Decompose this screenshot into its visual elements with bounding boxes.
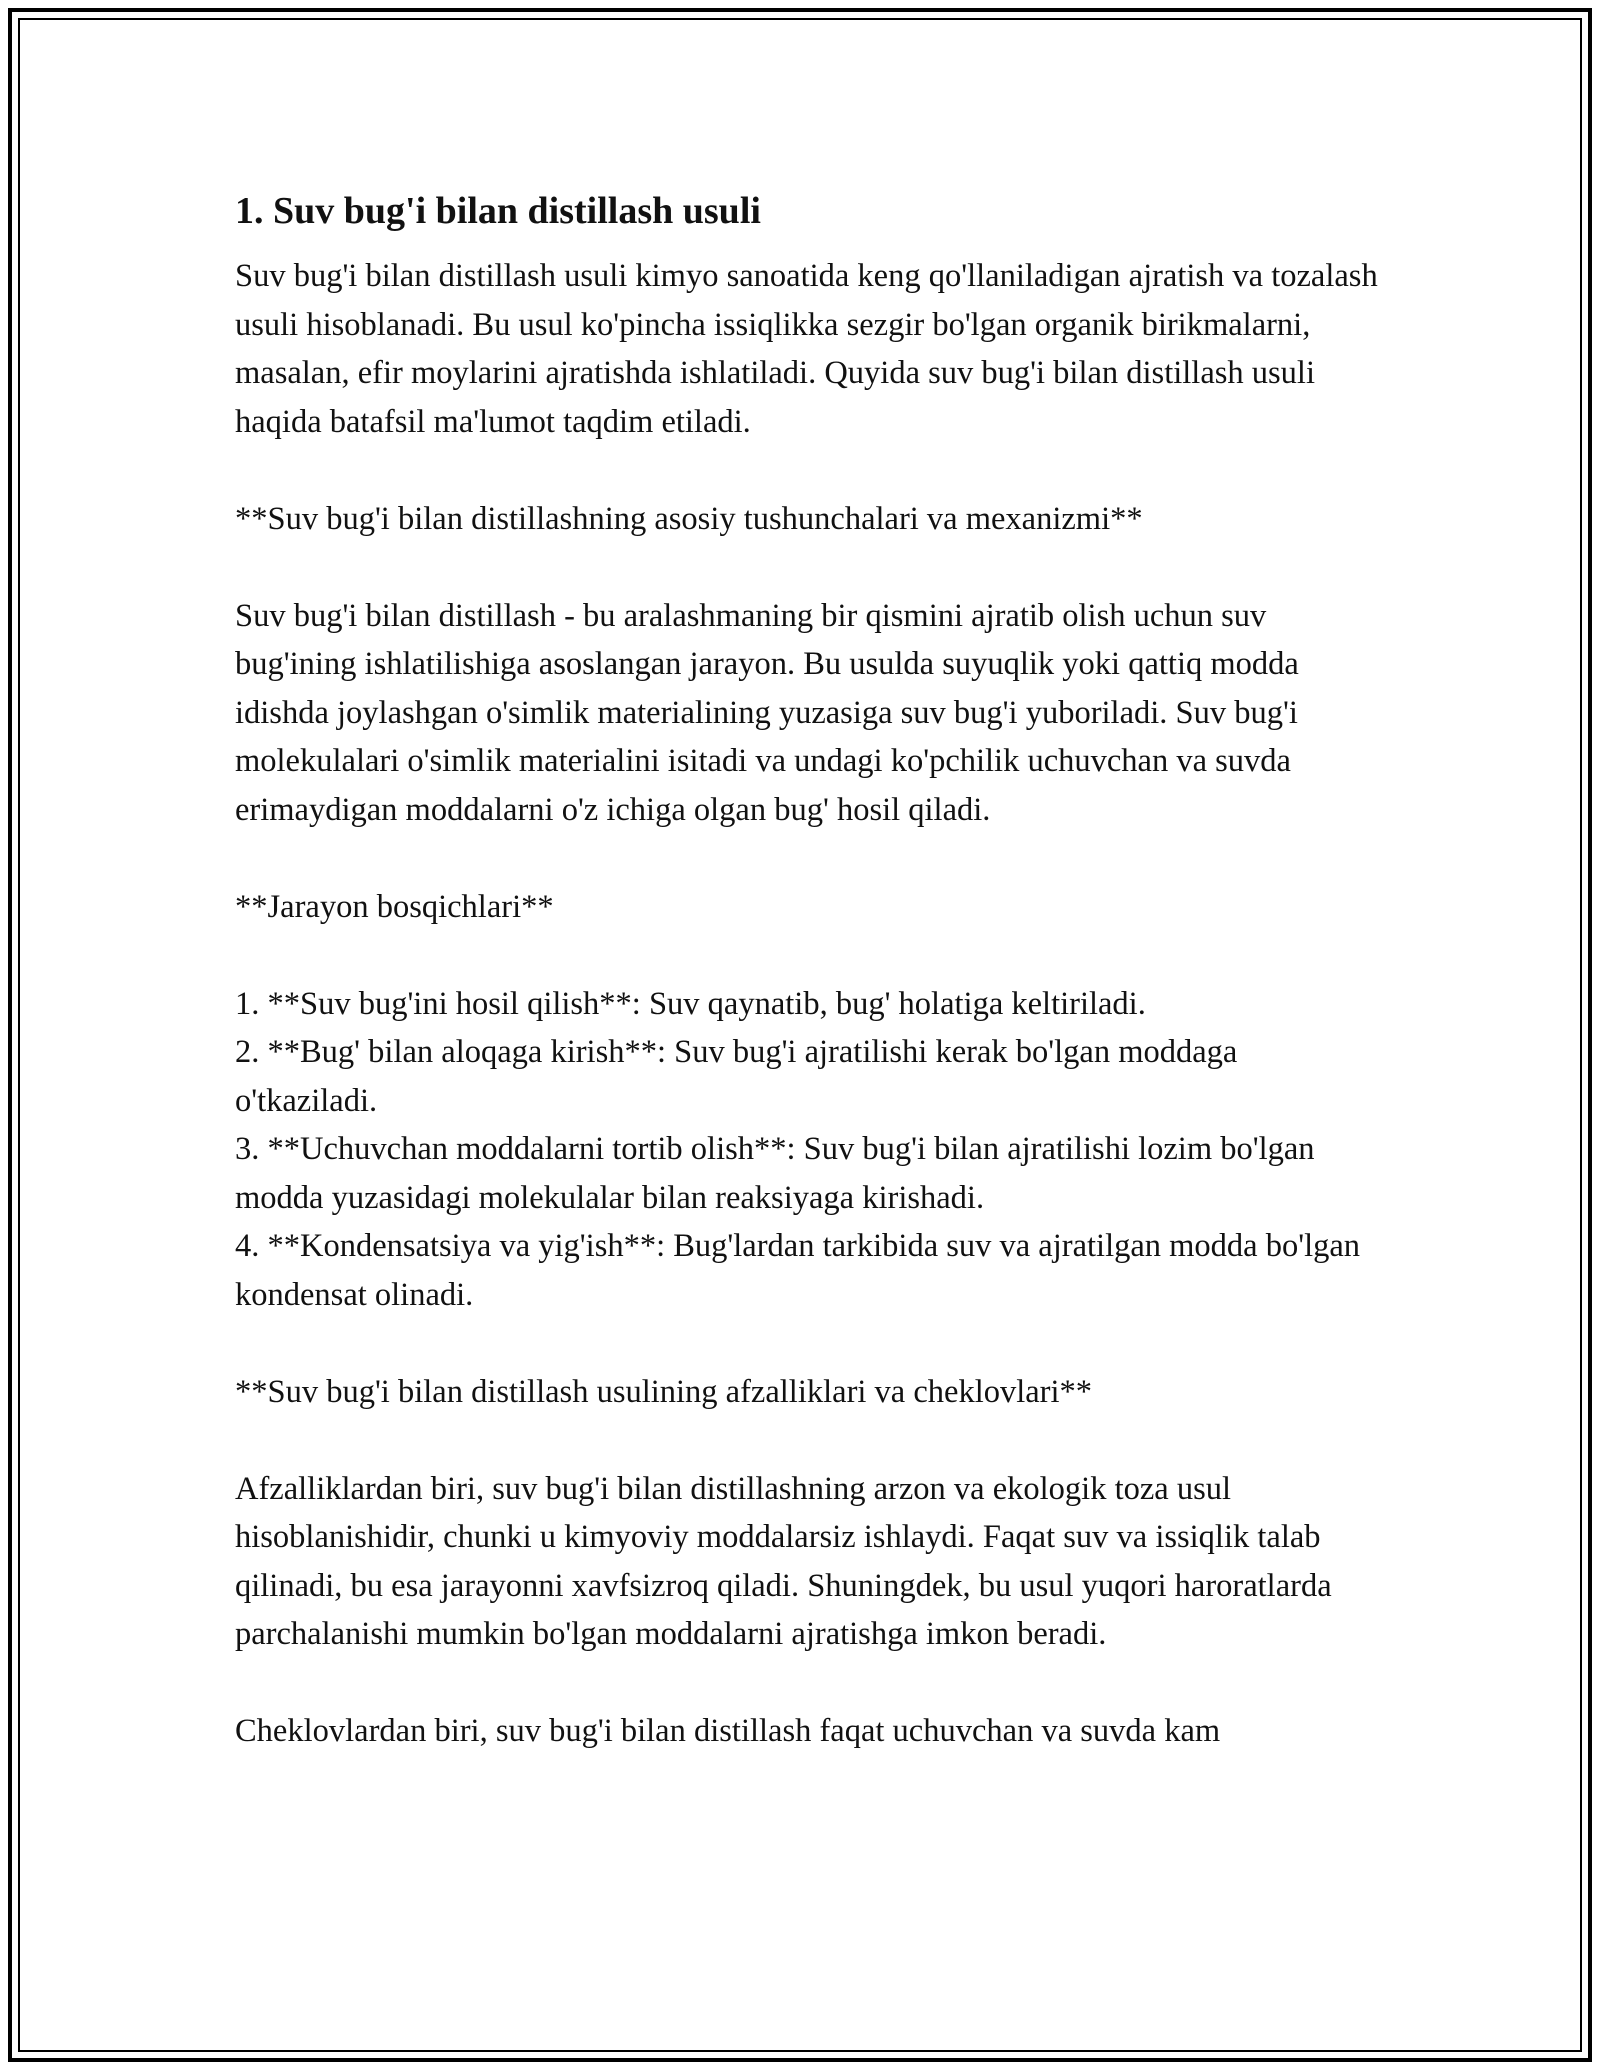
list-item: 2. **Bug' bilan aloqaga kirish**: Suv bug'i ajratilishi kerak bo'lgan moddaga o'tkaziladi. bbox=[235, 1034, 1238, 1119]
steps-heading: **Jarayon bosqichlari** bbox=[235, 888, 554, 925]
document-title: 1. Suv bug'i bilan distillash usuli bbox=[235, 190, 761, 232]
limitations-paragraph: Cheklovlardan biri, suv bug'i bilan distillash faqat uchuvchan va suvda kam bbox=[235, 1713, 1221, 1749]
list-item: 1. **Suv bug'ini hosil qilish**: Suv qaynatib, bug' holatiga keltiriladi. bbox=[235, 985, 1146, 1022]
list-item: 3. **Uchuvchan moddalarni tortib olish**: Suv bug'i bilan ajratilishi lozim bo'lgan modda yuzasidagi molekulalar bilan reaksiyaga kirishadi. bbox=[235, 1131, 1315, 1216]
steps-list bbox=[235, 980, 1380, 1320]
document-body bbox=[235, 186, 1380, 1756]
mechanism-heading: **Suv bug'i bilan distillashning asosiy tushunchalari va mexanizmi** bbox=[235, 500, 1143, 537]
mechanism-paragraph: Suv bug'i bilan distillash - bu aralashmaning bir qismini ajratib olish uchun suv bug'ining ishlatilishiga asoslangan jarayon. Bu usulda suyuqlik yoki qattiq modda idishda joylashgan o'simlik materialining yuzasiga suv bug'i yuboriladi. Suv bug'i molekulalari o'simlik materialini isitadi va undagi ko'pchilik uchuvchan va suvda erimaydigan moddalarni o'z ichiga olgan bug' hosil qiladi. bbox=[235, 597, 1299, 828]
intro-paragraph: Suv bug'i bilan distillash usuli kimyo sanoatida keng qo'llaniladigan ajratish va tozalash usuli hisoblanadi. Bu usul ko'pincha issiqlikka sezgir bo'lgan organik birikmalarni, masalan, efir moylarini ajratishda ishlatiladi. Quyida suv bug'i bilan distillash usuli haqida batafsil ma'lumot taqdim etiladi. bbox=[235, 258, 1378, 440]
advantages-heading: **Suv bug'i bilan distillash usulining afzalliklari va cheklovlari** bbox=[235, 1373, 1093, 1410]
advantages-paragraph: Afzalliklardan biri, suv bug'i bilan distillashning arzon va ekologik toza usul hisoblanishidir, chunki u kimyoviy moddalarsiz ishlaydi. Faqat suv va issiqlik talab qilinadi, bu esa jarayonni xavfsizroq qiladi. Shuningdek, bu usul yuqori haroratlarda parchalanishi mumkin bo'lgan moddalarni ajratishga imkon beradi. bbox=[235, 1470, 1332, 1652]
list-item: 4. **Kondensatsiya va yig'ish**: Bug'lardan tarkibida suv va ajratilgan modda bo'lgan kondensat olinadi. bbox=[235, 1228, 1361, 1313]
